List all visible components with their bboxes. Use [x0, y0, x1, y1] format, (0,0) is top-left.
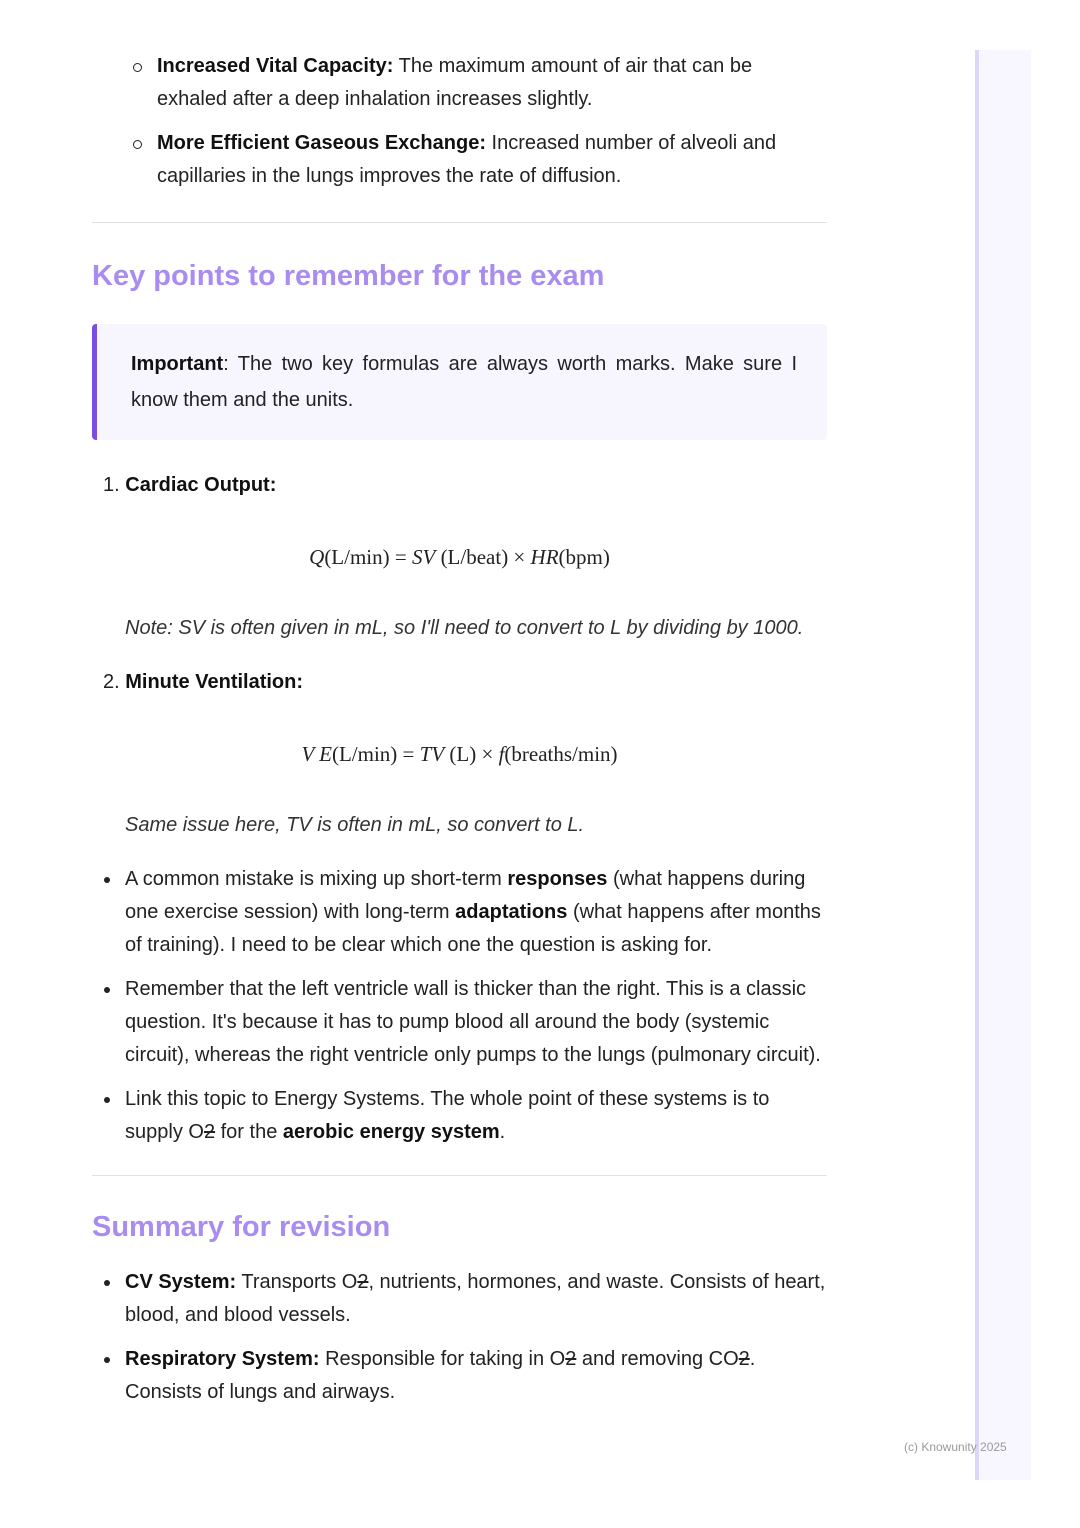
list-item: Remember that the left ventricle wall is thicker than the right. This is a classic question. It's because it has to pump blood all around the body (systemic circuit), whereas the right ventricle only pumps to the lungs (pulmonary circuit).	[125, 973, 827, 1072]
list-item: CV System: Transports O2, nutrients, hormones, and waste. Consists of heart, blood, and blood vessels.	[125, 1266, 827, 1332]
formula-cardiac-output: Q(L/min) = SV (L/beat) × HR(bpm)	[309, 545, 610, 569]
section-divider	[92, 1175, 827, 1176]
formula-note: Same issue here, TV is often in mL, so convert to L.	[125, 814, 585, 836]
list-item: More Efficient Gaseous Exchange: Increased number of alveoli and capillaries in the lungs improves the rate of diffusion.	[157, 127, 827, 193]
list-item: A common mistake is mixing up short-term responses (what happens during one exercise session) with long-term adaptations (what happens after months of training). I need to be clear which one the question is asking for.	[125, 863, 827, 962]
document-content	[92, 50, 827, 1420]
formula-cardiac-output-title: 1. Cardiac Output:	[103, 474, 277, 496]
formula-minute-ventilation: V E(L/min) = TV (L) × f(breaths/min)	[301, 742, 618, 766]
copyright-text: (c) Knowunity 2025	[904, 1440, 1007, 1454]
summary-heading: Summary for revision	[92, 1211, 391, 1243]
formula-note: Note: SV is often given in mL, so I'll need to convert to L by dividing by 1000.	[125, 617, 804, 639]
callout-text: : The two key formulas are always worth marks. Make sure I know them and the units.	[131, 353, 797, 411]
key-points-heading: Key points to remember for the exam	[92, 260, 605, 292]
formula-minute-ventilation-title: 2. Minute Ventilation:	[103, 671, 304, 693]
adaptations-list	[92, 50, 827, 193]
important-callout	[92, 324, 827, 440]
list-item: Respiratory System: Responsible for taking in O2 and removing CO2. Consists of lungs and airways.	[125, 1343, 827, 1409]
list-item: Increased Vital Capacity: The maximum amount of air that can be exhaled after a deep inhalation increases slightly.	[157, 50, 827, 116]
page-sidebar	[975, 50, 1031, 1480]
summary-list	[92, 1266, 827, 1409]
section-divider	[92, 222, 827, 223]
list-item: Link this topic to Energy Systems. The whole point of these systems is to supply O2 for the aerobic energy system.	[125, 1083, 827, 1149]
callout-label: Important	[131, 353, 224, 375]
key-points-list	[92, 863, 827, 1149]
